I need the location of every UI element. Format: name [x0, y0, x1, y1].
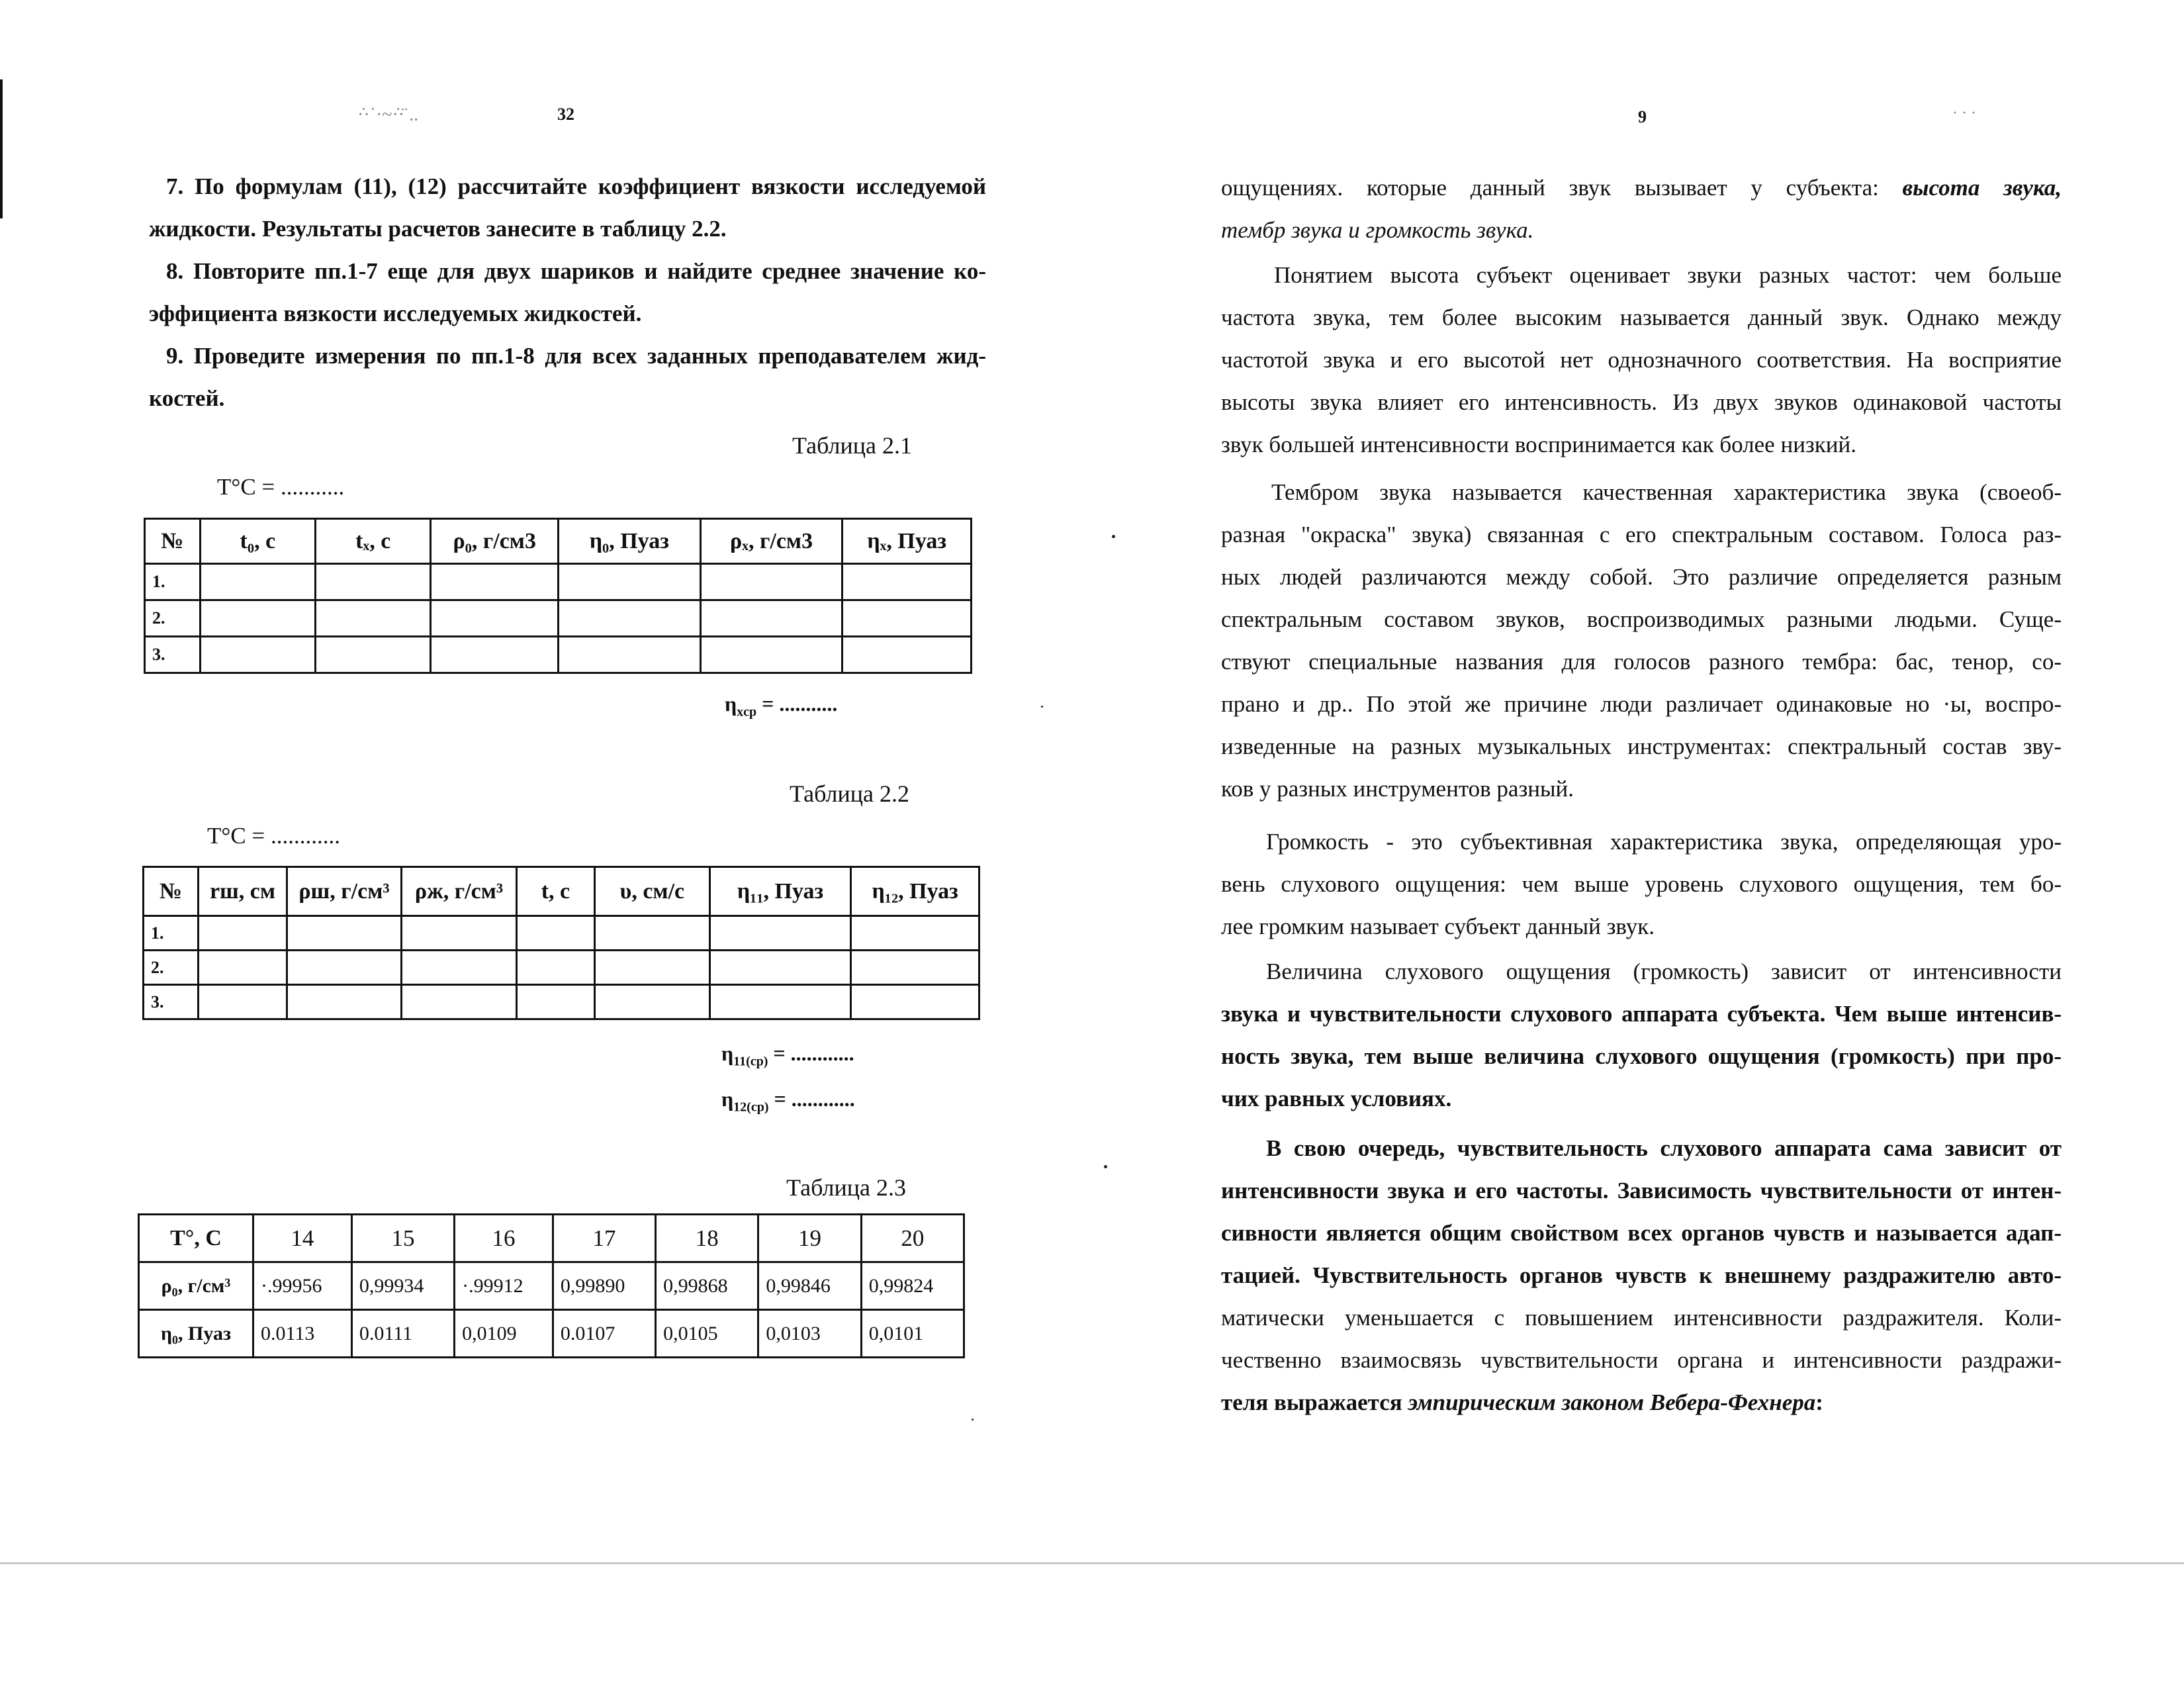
temperature-field: T°C = ............ [207, 823, 340, 849]
paragraph-line: Громкость - это субъективная характеристика звука, определяющая уро- [1266, 829, 2062, 855]
result-value: = ............ [768, 1087, 855, 1111]
row-number: 2. [144, 951, 199, 985]
table-row [144, 916, 979, 951]
paragraph-line: Понятием высота субъект оценивает звуки разных частот: чем больше [1274, 262, 2062, 288]
table-header: 18 [656, 1215, 758, 1262]
table-caption: Таблица 2.1 [792, 432, 912, 459]
table-cell: 0,0105 [656, 1310, 758, 1358]
text-run: : [1815, 1389, 1823, 1415]
paragraph-line: чих равных условиях. [1221, 1086, 1452, 1111]
table-header: 17 [553, 1215, 655, 1262]
paragraph-line: чественно взаимосвязь чувствительности органа и интенсивности раздражи- [1221, 1347, 2062, 1373]
table-row [139, 1310, 964, 1358]
paragraph-9 [149, 335, 986, 420]
paragraph-line: вень слухового ощущения: чем выше уровень слухового ощущения, тем бо- [1221, 871, 2062, 897]
table-header: № [144, 867, 199, 916]
paragraph-line: Тембром звука называется качественная характеристика звука (своеоб- [1271, 479, 2062, 505]
result-value: = ........... [756, 692, 838, 716]
row-label: ρ₀, г/см³ [139, 1262, 253, 1310]
result-symbol: η [721, 1087, 734, 1111]
text-run: ощущениях. которые данный звук вызывает у субъекта: [1221, 175, 1903, 201]
paragraph-line: звука и чувствительности слухового аппарата субъекта. Чем выше интенсив- [1221, 1001, 2062, 1027]
table-header: rш, см [199, 867, 287, 916]
paragraph-line: ных людей различаются между собой. Это различие определяется разным [1221, 564, 2062, 590]
table-header: 20 [861, 1215, 964, 1262]
paragraph-timbre [1221, 471, 2062, 810]
paragraph-line [1221, 167, 2062, 209]
table-row [145, 637, 972, 673]
paragraph-line: жидкости. Результаты расчетов занесите в таблицу 2.2. [149, 216, 727, 242]
table-header: ρₓ, г/см3 [700, 519, 842, 564]
table-header: ρш, г/см³ [287, 867, 402, 916]
table-cell: 0,99890 [553, 1262, 655, 1310]
table-2-2 [142, 866, 980, 1020]
row-number: 3. [145, 637, 201, 673]
table-header: η₀, Пуаз [558, 519, 700, 564]
paragraph-adaptation [1221, 1127, 2062, 1424]
result-eta-11 [721, 1041, 854, 1069]
table-header: ηₓ, Пуаз [842, 519, 972, 564]
paragraph-line: высоты звука влияет его интенсивность. Из двух звуков одинаковой частоты [1221, 389, 2062, 415]
paragraph-line: эффициента вязкости исследуемых жидкостей. [149, 301, 642, 326]
table-cell: 0,0103 [758, 1310, 861, 1358]
paragraph-line: 9. Проведите измерения по пп.1-8 для всех заданных преподавателем жид- [166, 343, 986, 369]
result-subscript: 12(ср) [733, 1100, 769, 1115]
table-cell: 0,0101 [861, 1310, 964, 1358]
scan-edge-mark [0, 79, 3, 218]
paragraph-line: ствуют специальные названия для голосов разного тембра: бас, тенор, со- [1221, 649, 2062, 675]
table-cell: 0.0111 [351, 1310, 454, 1358]
result-subscript: xcp [737, 704, 757, 720]
emphasis-text: тембр звука и громкость звука. [1221, 217, 1534, 243]
paragraph-line: сивности является общим свойством всех органов чувств и называется адап- [1221, 1220, 2062, 1246]
paragraph-line: изведенные на разных музыкальных инструментах: спектральный состав зву- [1221, 733, 2062, 759]
paragraph-line: частотой звука и его высотой нет однозначного соответствия. На восприятие [1221, 347, 2062, 373]
table-header: 14 [253, 1215, 352, 1262]
table-caption: Таблица 2.2 [790, 780, 909, 807]
table-2-3 [138, 1213, 965, 1358]
table-cell: 0,0109 [455, 1310, 553, 1358]
paragraph-line: В свою очередь, чувствительность слухового аппарата сама зависит от [1266, 1135, 2062, 1161]
paragraph-sensation [1221, 951, 2062, 1120]
paragraph-line: ность звука, тем выше величина слухового ощущения (громкость) при про- [1221, 1043, 2062, 1069]
paragraph-line: 8. Повторите пп.1-7 еще для двух шариков и найдите среднее значение ко- [166, 258, 986, 284]
table-cell: ·.99956 [253, 1262, 352, 1310]
paragraph-line: спектральным составом звуков, воспроизводимых разными людьми. Суще- [1221, 606, 2062, 632]
table-header: T°, C [139, 1215, 253, 1262]
table-header: υ, см/с [595, 867, 710, 916]
paragraph-line: матически уменьшается с повышением интенсивности раздражителя. Коли- [1221, 1305, 2062, 1331]
paragraph-line: разная "окраска" звука) связанная с его спектральным составом. Голоса раз- [1221, 522, 2062, 547]
table-header: № [145, 519, 201, 564]
scan-speck [1041, 706, 1043, 708]
text-run: теля выражается [1221, 1389, 1408, 1415]
page-number-right: 9 [1638, 107, 1647, 126]
paragraph-intro [1221, 167, 2062, 252]
paragraph-line [1221, 1382, 2062, 1424]
result-eta-xcp [725, 692, 837, 720]
table-cell: 0,99868 [656, 1262, 758, 1310]
scan-speck [1112, 535, 1115, 538]
table-cell: 0,99846 [758, 1262, 861, 1310]
temperature-field: T°C = ........... [217, 474, 345, 500]
paragraph-line: частота звука, тем более высоким называется данный звук. Однако между [1221, 305, 2062, 330]
row-number: 1. [144, 916, 199, 951]
result-eta-12 [721, 1087, 855, 1115]
table-header: 16 [455, 1215, 553, 1262]
table-header: ρж, г/см³ [402, 867, 517, 916]
table-cell: ·.99912 [455, 1262, 553, 1310]
table-row [139, 1262, 964, 1310]
table-2-1 [144, 518, 972, 674]
paragraph-loudness [1221, 821, 2062, 948]
table-header: t, c [516, 867, 594, 916]
table-caption: Таблица 2.3 [786, 1174, 906, 1201]
paragraph-line: 7. По формулам (11), (12) рассчитайте коэффициент вязкости исследуемой [166, 173, 986, 199]
table-cell: 0.0113 [253, 1310, 352, 1358]
paragraph-line: звук большей интенсивности воспринимается как более низкий. [1221, 432, 1856, 457]
paragraph-line: ков у разных инструментов разный. [1221, 776, 1574, 802]
scan-speck [1104, 1165, 1107, 1168]
table-row [144, 985, 979, 1019]
table-cell: 0,99824 [861, 1262, 964, 1310]
paragraph-8 [149, 250, 986, 335]
paragraph-pitch [1221, 254, 2062, 466]
table-header: t₀, c [200, 519, 315, 564]
table-cell: 0.0107 [553, 1310, 655, 1358]
row-number: 2. [145, 600, 201, 637]
table-header: tₓ, c [316, 519, 431, 564]
table-header: 19 [758, 1215, 861, 1262]
table-header: 15 [351, 1215, 454, 1262]
header-noise: · · · [1952, 105, 1976, 122]
row-label: η₀, Пуаз [139, 1310, 253, 1358]
row-number: 3. [144, 985, 199, 1019]
emphasis-text: эмпирическим законом Вебера-Фехнера [1408, 1389, 1816, 1415]
emphasis-text: высота звука, [1902, 175, 2062, 201]
scan-divider [0, 1562, 2184, 1564]
table-row [145, 600, 972, 637]
table-header: η₁₁, Пуаз [709, 867, 851, 916]
result-subscript: 11(ср) [733, 1054, 768, 1069]
table-row [145, 564, 972, 600]
result-symbol: η [721, 1041, 734, 1065]
paragraph-line: костей. [149, 385, 225, 411]
header-noise: ·̇·˙·~·̇·̈ .. [357, 105, 419, 125]
paragraph-line: тацией. Чувствительность органов чувств к внешнему раздражителю авто- [1221, 1262, 2062, 1288]
page-number-left: 32 [557, 105, 574, 124]
result-symbol: η [725, 692, 737, 716]
table-cell: 0,99934 [351, 1262, 454, 1310]
table-row [144, 951, 979, 985]
paragraph-line: интенсивности звука и его частоты. Зависимость чувствительности от интен- [1221, 1178, 2062, 1203]
paragraph-line: Величина слухового ощущения (громкость) зависит от интенсивности [1266, 959, 2062, 984]
table-header: η₁₂, Пуаз [851, 867, 979, 916]
paragraph-7 [149, 165, 986, 250]
scan-speck [972, 1419, 974, 1421]
paragraph-line: лее громким называет субъект данный звук. [1221, 914, 1655, 939]
paragraph-line: прано и др.. По этой же причине люди различает одинаковые но ·ы, воспро- [1221, 691, 2062, 717]
table-header: ρ₀, г/см3 [431, 519, 559, 564]
row-number: 1. [145, 564, 201, 600]
result-value: = ............ [768, 1041, 854, 1065]
